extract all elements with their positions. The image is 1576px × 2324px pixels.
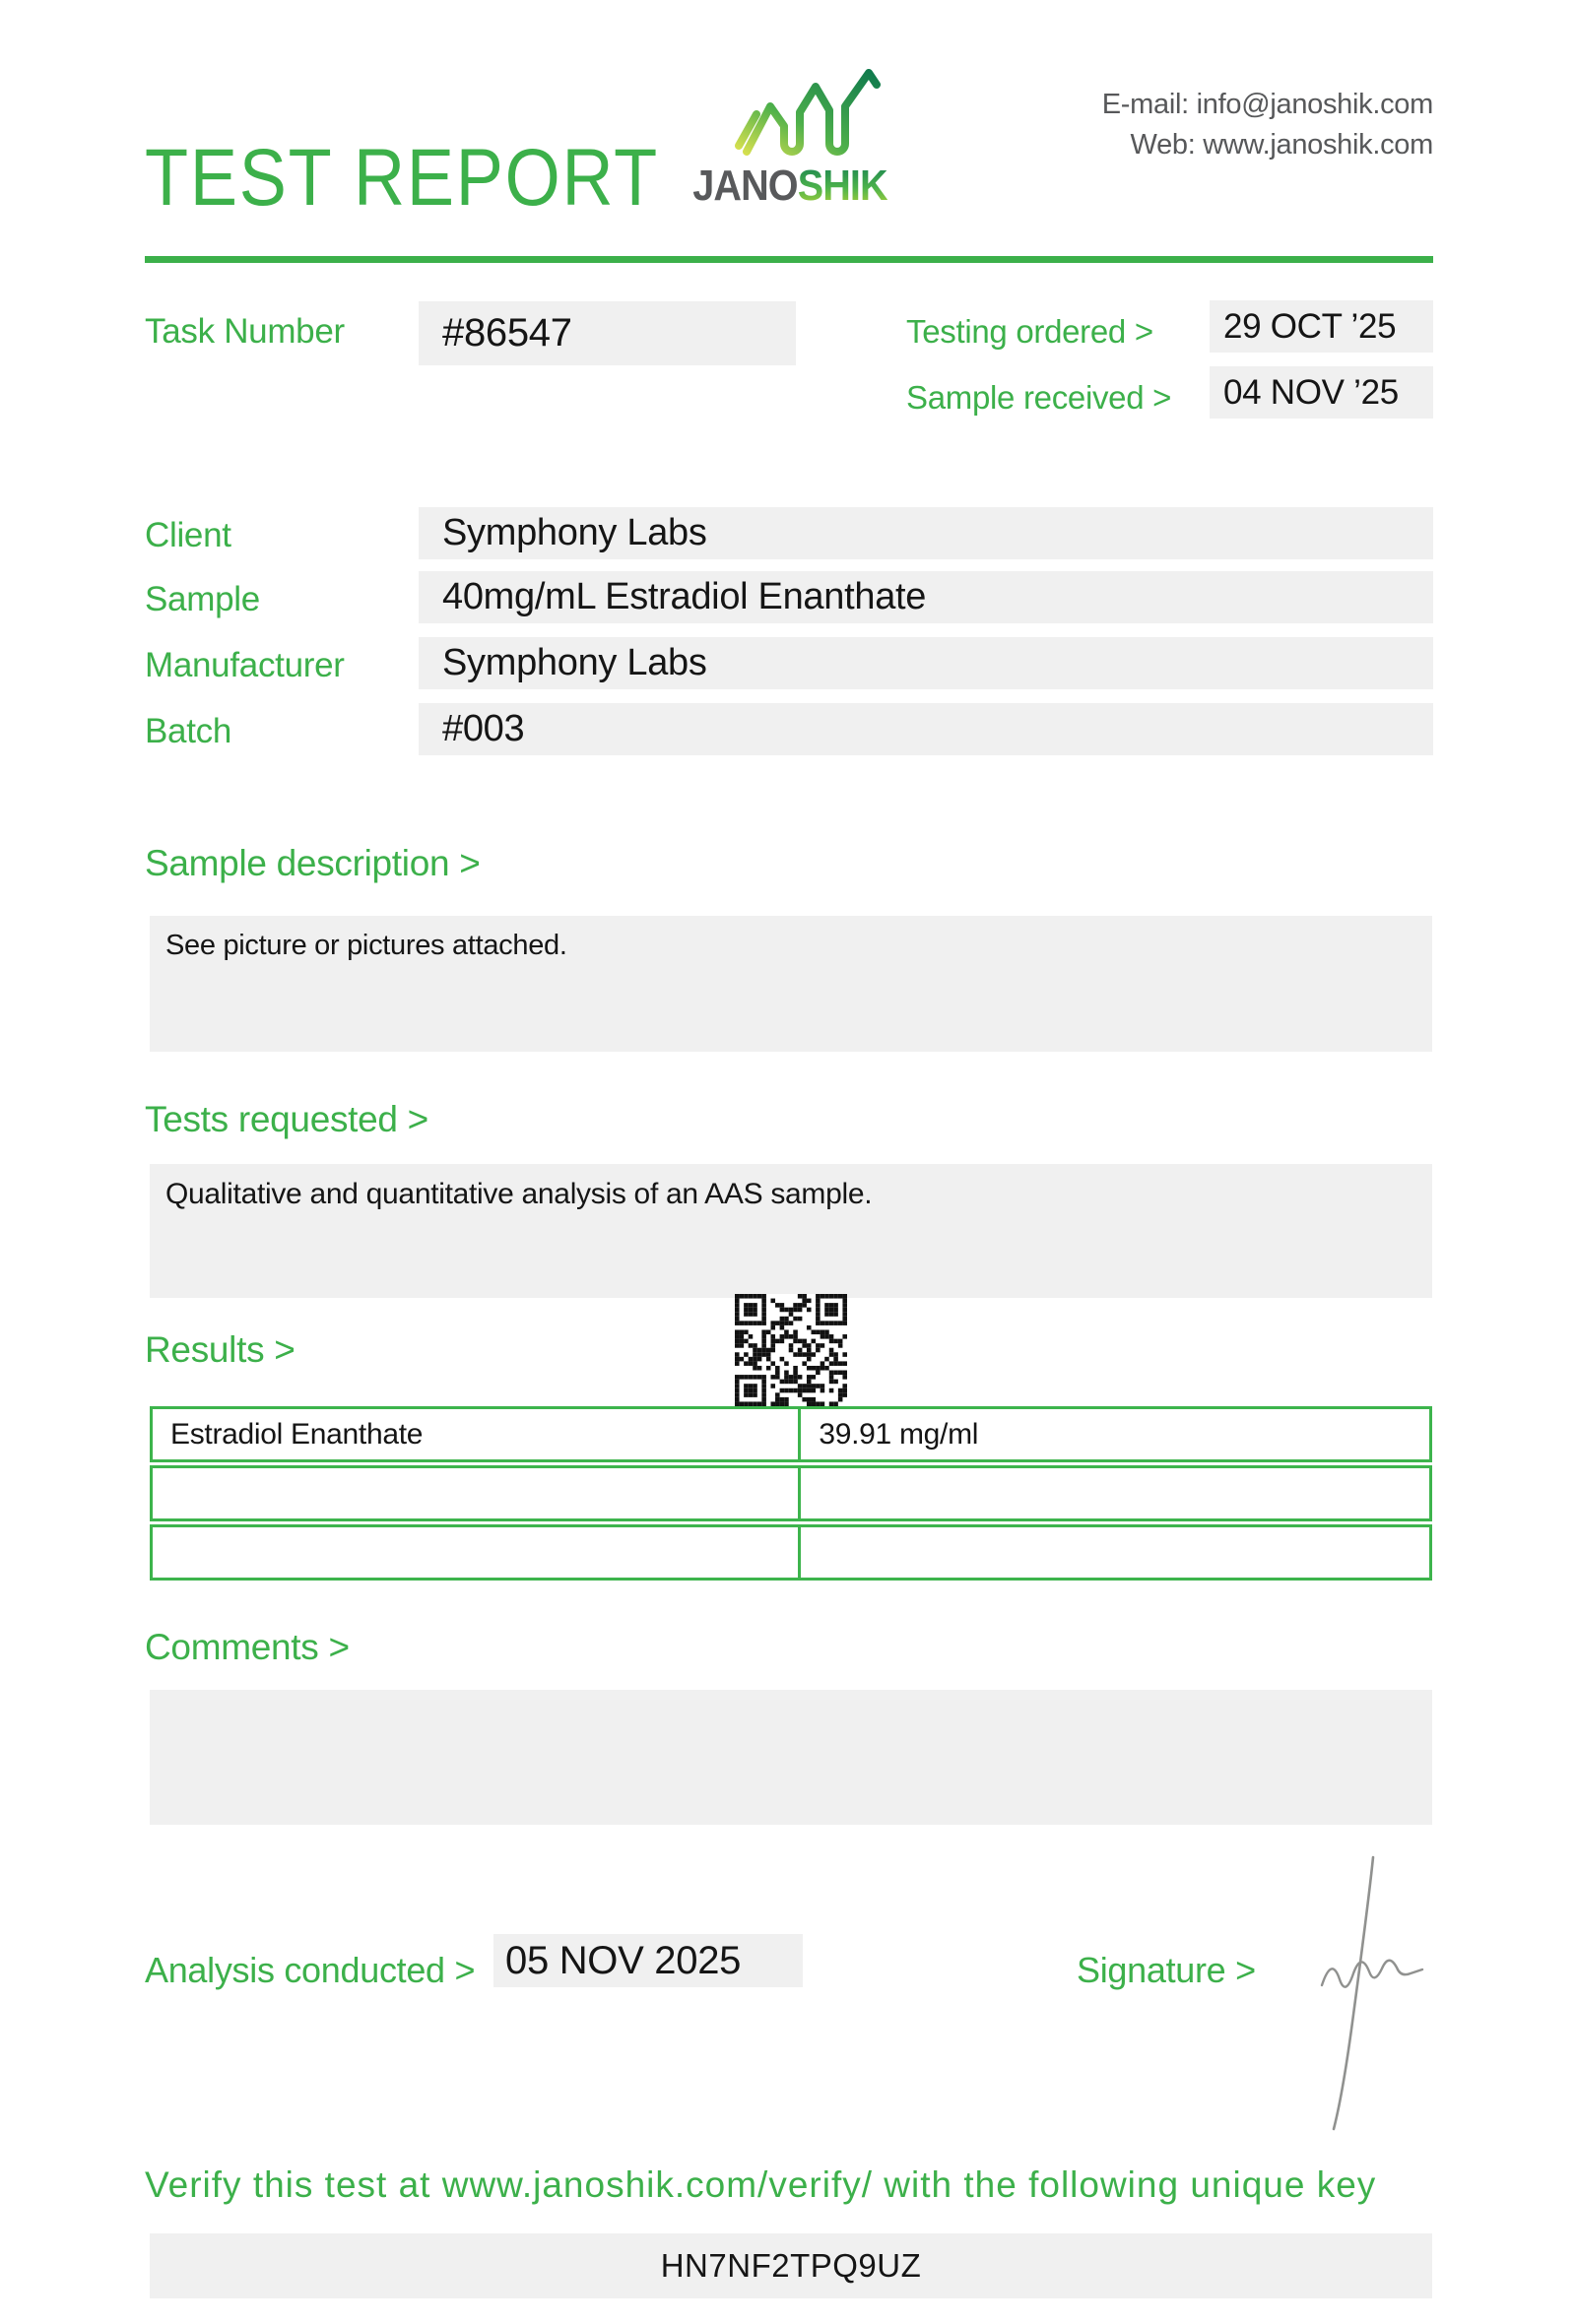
analysis-conducted-value: 05 NOV 2025 — [493, 1934, 803, 1987]
result-concentration-cell — [801, 1527, 1429, 1578]
results-table-row — [150, 1524, 1432, 1581]
analysis-conducted-label: Analysis conducted > — [145, 1950, 476, 1990]
header-divider — [145, 256, 1433, 263]
sample-received-label: Sample received > — [906, 379, 1172, 416]
contact-web: Web: www.janoshik.com — [1130, 129, 1433, 161]
results-table-row — [150, 1406, 1432, 1462]
results-table — [150, 1406, 1432, 1583]
result-concentration-cell — [801, 1468, 1429, 1518]
client-label: Client — [145, 516, 231, 554]
comments-heading: Comments > — [145, 1627, 350, 1667]
result-substance-cell — [153, 1468, 801, 1518]
client-value: Symphony Labs — [419, 507, 1433, 559]
task-number-value: #86547 — [419, 301, 796, 365]
sample-value: 40mg/mL Estradiol Enanthate — [419, 571, 1433, 623]
contact-email: E-mail: info@janoshik.com — [1101, 89, 1433, 120]
qr-code-icon — [735, 1294, 847, 1406]
page-title: TEST REPORT — [145, 133, 659, 223]
manufacturer-label: Manufacturer — [145, 646, 345, 684]
handwritten-signature-icon — [1279, 1847, 1441, 2148]
result-substance-cell: Estradiol Enanthate — [153, 1409, 801, 1459]
sample-received-value: 04 NOV ’25 — [1210, 366, 1433, 419]
brand-wordmark-gray: JANO — [692, 161, 798, 210]
results-heading: Results > — [145, 1329, 296, 1370]
result-concentration-cell: 39.91 mg/ml — [819, 1417, 979, 1451]
contact-block — [1102, 85, 1433, 165]
sample-label: Sample — [145, 580, 260, 618]
manufacturer-value: Symphony Labs — [419, 637, 1433, 689]
sample-description-box: See picture or pictures attached. — [150, 916, 1432, 1052]
verify-key: HN7NF2TPQ9UZ — [150, 2233, 1432, 2298]
task-number-label: Task Number — [145, 312, 345, 351]
tests-requested-heading: Tests requested > — [145, 1099, 428, 1139]
sample-description-heading: Sample description > — [145, 843, 481, 883]
testing-ordered-value: 29 OCT ’25 — [1210, 300, 1433, 353]
brand-logo-icon — [731, 65, 900, 168]
result-substance-cell — [153, 1527, 801, 1578]
results-table-row — [150, 1465, 1432, 1521]
batch-label: Batch — [145, 712, 231, 750]
signature-label: Signature > — [1077, 1950, 1256, 1990]
brand-wordmark — [689, 161, 890, 211]
comments-box — [150, 1690, 1432, 1825]
testing-ordered-label: Testing ordered > — [906, 313, 1153, 350]
brand-wordmark-green: SHIK — [797, 161, 887, 210]
tests-requested-box: Qualitative and quantitative analysis of an AAS sample. — [150, 1164, 1432, 1298]
verify-instruction: Verify this test at www.janoshik.com/verify/ with the following unique key — [145, 2164, 1377, 2205]
batch-value: #003 — [419, 703, 1433, 755]
